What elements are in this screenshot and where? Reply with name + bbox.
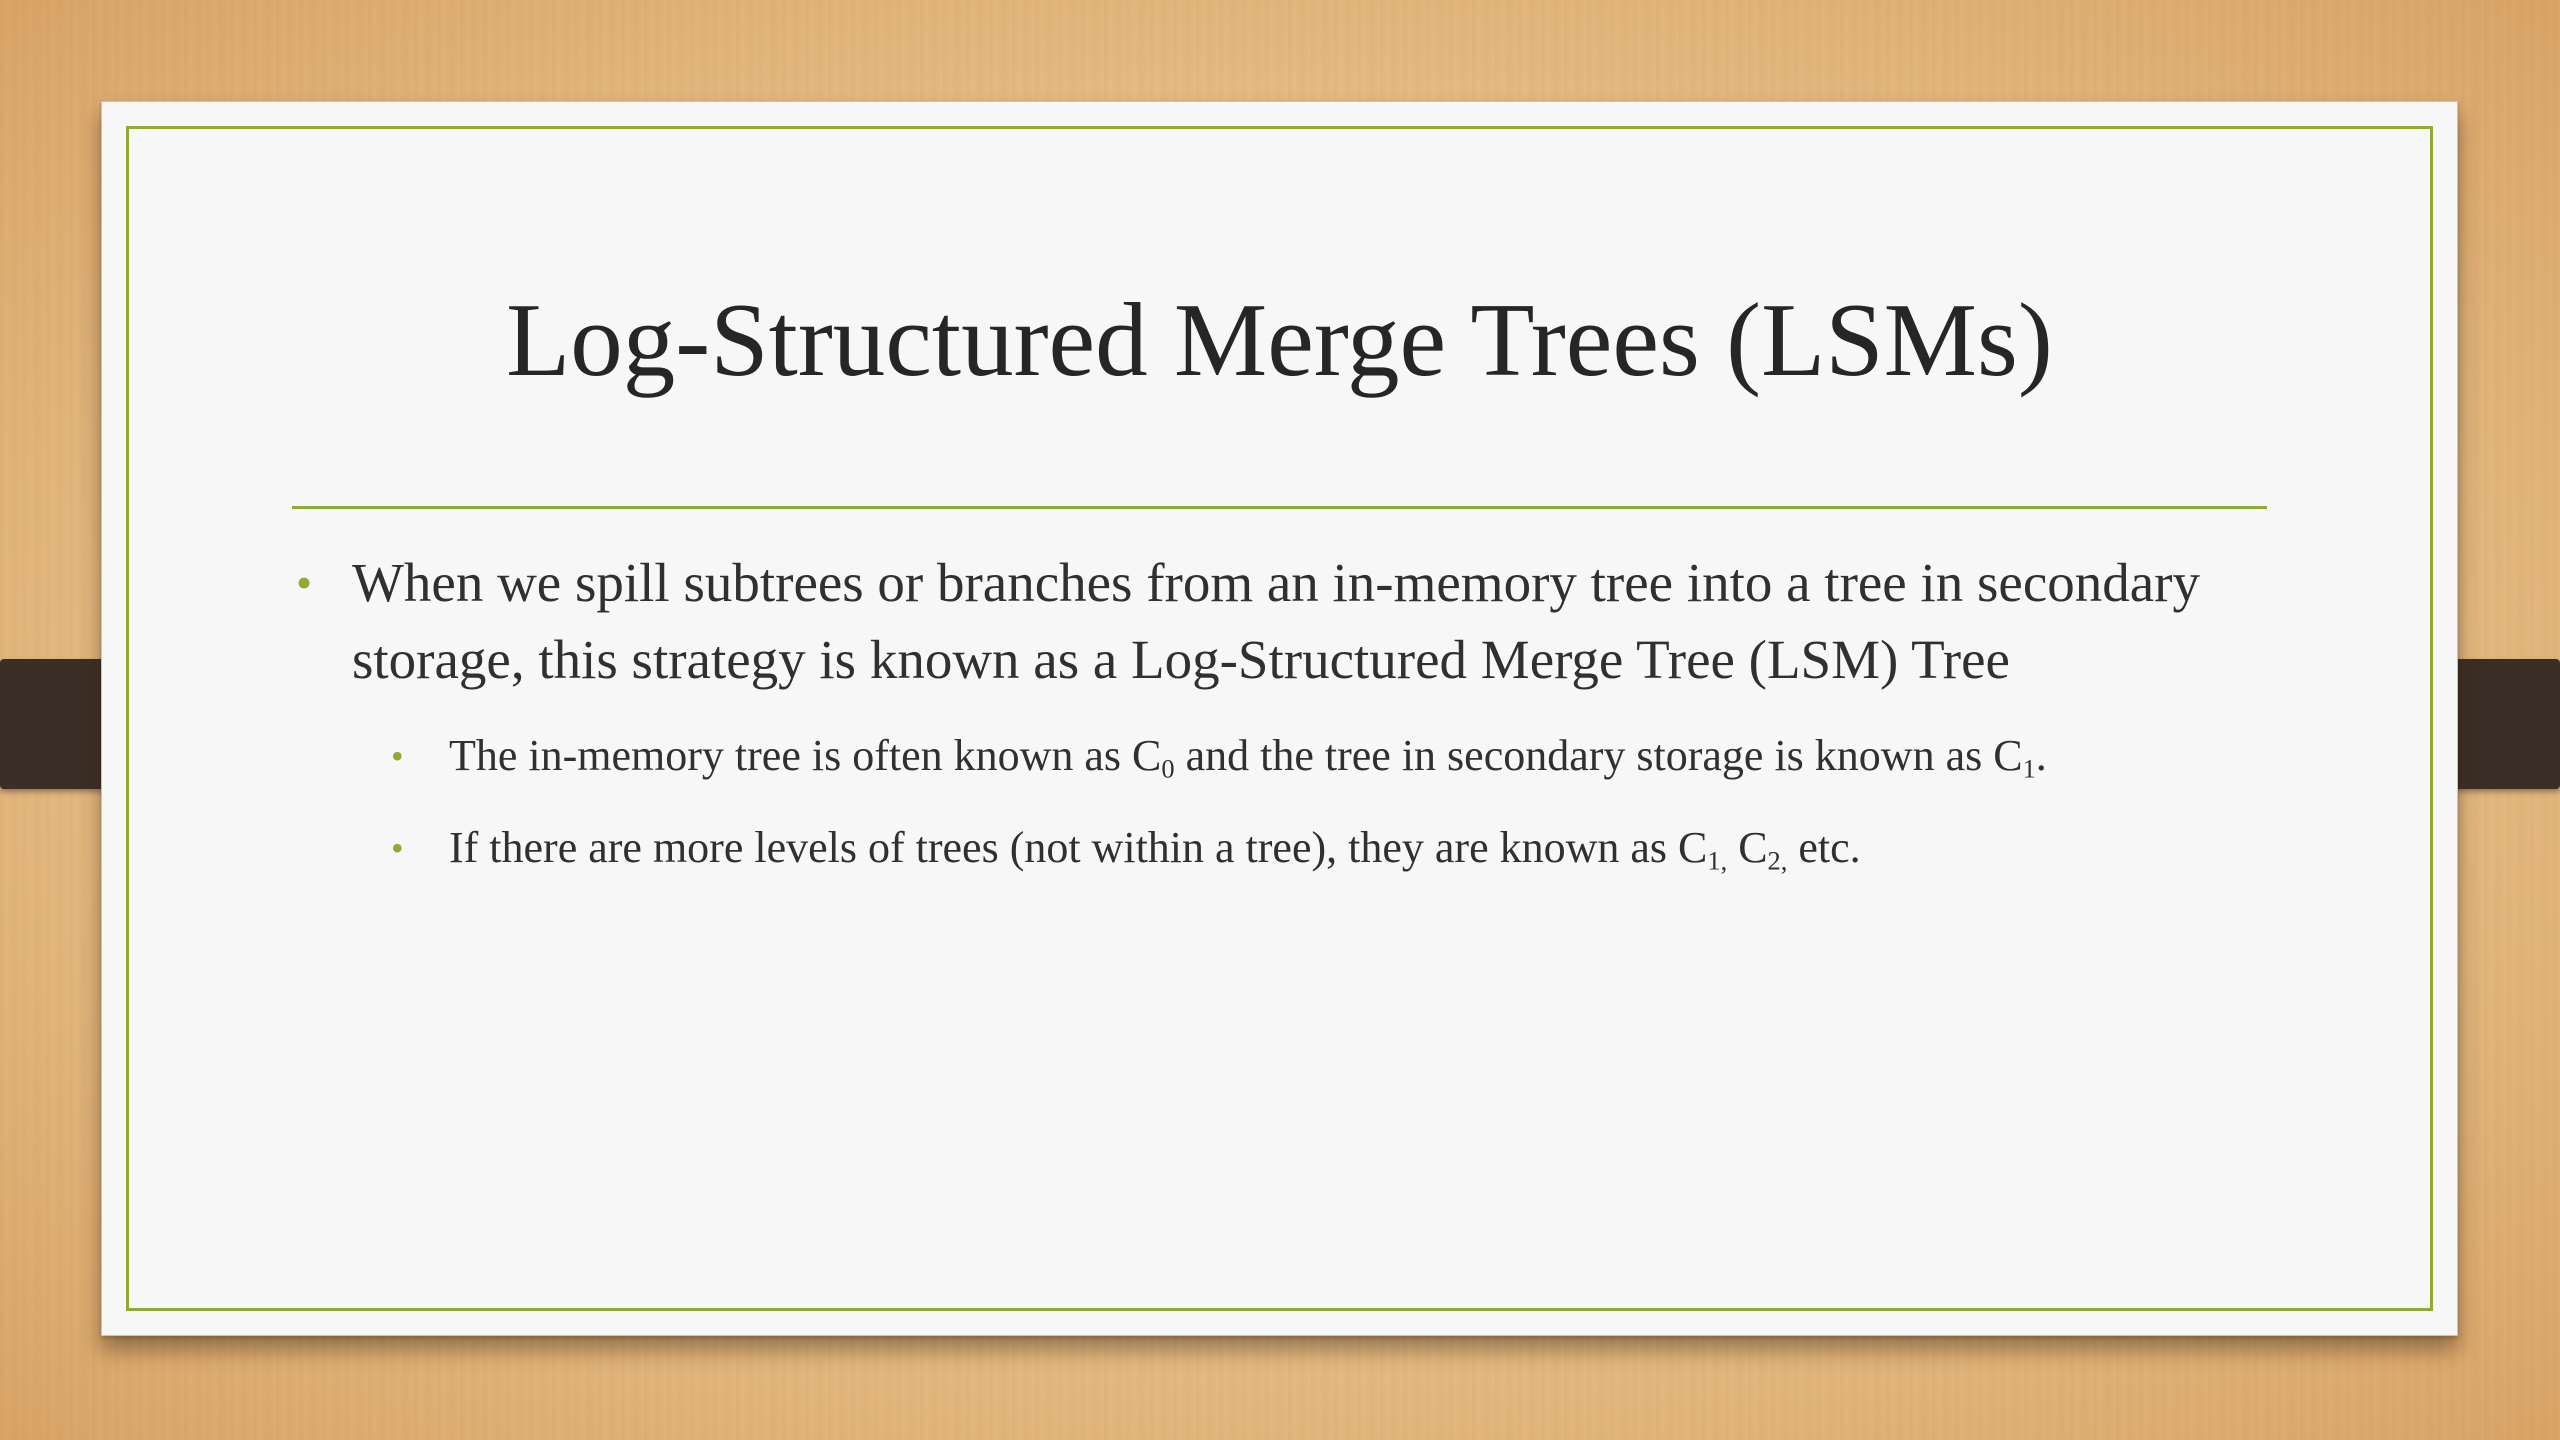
sub-bullet-item-2 xyxy=(391,816,2267,880)
sub1-subscript-a: 0 xyxy=(1161,753,1175,784)
title-divider xyxy=(292,506,2267,509)
sub1-text-part1: The in-memory tree is often known as C xyxy=(449,731,1162,780)
sub-bullet-item-1 xyxy=(391,724,2267,788)
sub2-text-part2: C xyxy=(1727,823,1768,872)
sub1-text-part3: . xyxy=(2035,731,2047,780)
sub2-text-part1: If there are more levels of trees (not within a tree), they are known as C xyxy=(449,823,1708,872)
slide xyxy=(101,101,2458,1336)
slide-body xyxy=(292,544,2267,880)
sub1-subscript-b: 1 xyxy=(2022,753,2036,784)
bullet-dot-icon: • xyxy=(391,828,404,868)
sub1-text-part2: and the tree in secondary storage is known as C xyxy=(1174,731,2023,780)
bullet-main-text: When we spill subtrees or branches from an in-memory tree into a tree in secondary storage, this strategy is known as a Log-Structured Merge Tree (LSM) Tree xyxy=(352,552,2200,690)
bullet-dot-icon: • xyxy=(296,557,313,608)
sub2-subscript-a: 1, xyxy=(1707,845,1728,876)
sub2-text-part3: etc. xyxy=(1787,823,1861,872)
sub2-subscript-b: 2, xyxy=(1767,845,1788,876)
bullet-item-main xyxy=(292,544,2267,698)
bullet-dot-icon: • xyxy=(391,736,404,776)
slide-title: Log-Structured Merge Trees (LSMs) xyxy=(506,281,2053,398)
